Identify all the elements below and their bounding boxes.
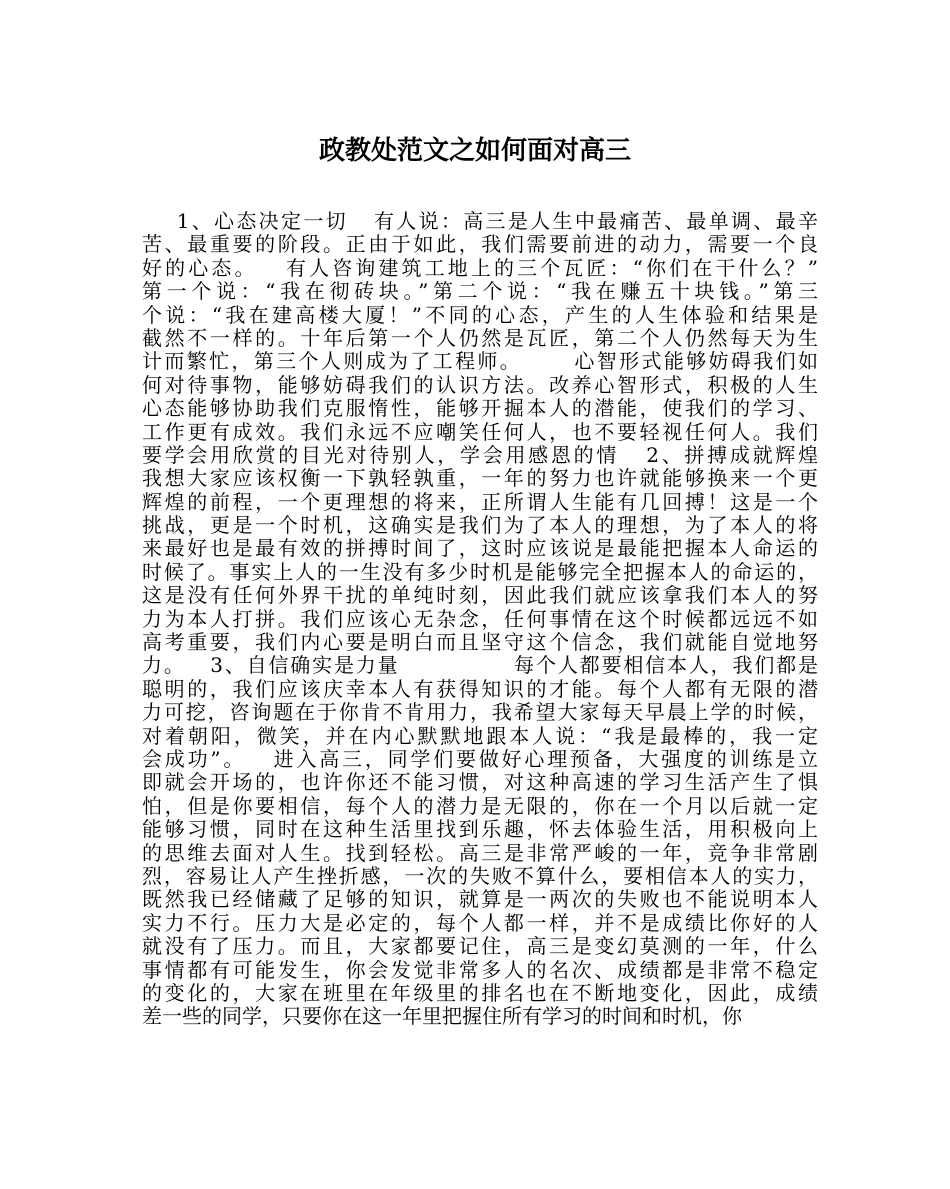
document-title: 政教处范文之如何面对高三 bbox=[318, 136, 631, 166]
body-line: 差一些的同学，只要你在这一年里把握住所有学习的时间和时机，你 bbox=[142, 1004, 742, 1029]
body-line: 实力不行。压力大是必定的，每个人都一样，并不是成绩比你好的人 bbox=[142, 910, 818, 935]
body-line: 工作更有成效。我们永远不应嘲笑任何人，也不要轻视任何人。我们 bbox=[142, 419, 818, 444]
body-line: 计而繁忙，第三个人则成为了工程师。 心智形式能够妨碍我们如 bbox=[142, 349, 818, 374]
body-line: 截然不一样的。十年后第一个人仍然是瓦匠，第二个人仍然每天为生 bbox=[142, 325, 818, 350]
body-line: 来最好也是最有效的拼搏时间了，这时应该说是最能把握本人命运的 bbox=[142, 536, 818, 561]
document-body bbox=[142, 210, 818, 1029]
body-line: 心态能够协助我们克服惰性，能够开掘本人的潜能，使我们的学习、 bbox=[142, 396, 818, 421]
body-line: 时候了。事实上人的一生没有多少时机是能够完全把握本人的命运的， bbox=[142, 559, 818, 584]
body-line: 聪明的，我们应该庆幸本人有获得知识的才能。每个人都有无限的潜 bbox=[142, 676, 818, 701]
body-line: 挑战，更是一个时机，这确实是我们为了本人的理想，为了本人的将 bbox=[142, 513, 818, 538]
body-line: 就没有了压力。而且，大家都要记住，高三是变幻莫测的一年，什么 bbox=[142, 934, 818, 959]
body-line: 苦、最重要的阶段。正由于如此，我们需要前进的动力，需要一个良 bbox=[142, 232, 818, 257]
body-line: 这是没有任何外界干扰的单纯时刻，因此我们就应该拿我们本人的努 bbox=[142, 583, 818, 608]
body-line: 既然我已经储藏了足够的知识，就算是一两次的失败也不能说明本人 bbox=[142, 887, 818, 912]
body-line: 好的心态。 有人咨询建筑工地上的三个瓦匠：“你们在干什么？” bbox=[142, 255, 818, 280]
body-line: 怕，但是你要相信，每个人的潜力是无限的，你在一个月以后就一定 bbox=[142, 793, 818, 818]
body-line: 要学会用欣赏的目光对待别人，学会用感恩的情 2、拼搏成就辉煌 bbox=[142, 442, 818, 467]
body-line: 第一个说：“我在彻砖块。”第二个说：“我在赚五十块钱。”第三 bbox=[142, 279, 818, 304]
body-line: 辉煌的前程，一个更理想的将来，正所谓人生能有几回搏！这是一个 bbox=[142, 489, 818, 514]
body-line: 力为本人打拼。我们应该心无杂念，任何事情在这个时候都远远不如 bbox=[142, 606, 818, 631]
body-line: 力。 3、自信确实是力量 每个人都要相信本人，我们都是 bbox=[142, 653, 818, 678]
body-line: 的思维去面对人生。找到轻松。高三是非常严峻的一年，竞争非常剧 bbox=[142, 840, 818, 865]
body-line: 高考重要，我们内心要是明白而且坚守这个信念，我们就能自觉地努 bbox=[142, 630, 818, 655]
body-line: 能够习惯，同时在这种生活里找到乐趣，怀去体验生活，用积极向上 bbox=[142, 817, 818, 842]
body-line: 个说：“我在建高楼大厦！”不同的心态，产生的人生体验和结果是 bbox=[142, 302, 818, 327]
body-line: 对着朝阳，微笑，并在内心默默地跟本人说：“我是最棒的，我一定 bbox=[142, 723, 818, 748]
body-line: 1、心态决定一切 有人说：高三是人生中最痛苦、最单调、最辛 bbox=[142, 209, 818, 233]
body-line: 力可挖，咨询题在于你肯不肯用力，我希望大家每天早晨上学的时候， bbox=[142, 700, 818, 725]
body-line: 会成功”。 进入高三，同学们要做好心理预备，大强度的训练是立 bbox=[142, 746, 818, 771]
body-line: 烈，容易让人产生挫折感，一次的失败不算什么，要相信本人的实力， bbox=[142, 863, 818, 888]
body-line: 我想大家应该权衡一下孰轻孰重，一年的努力也许就能够换来一个更 bbox=[142, 466, 818, 491]
body-line: 的变化的，大家在班里在年级里的排名也在不断地变化，因此，成绩 bbox=[142, 980, 818, 1005]
body-line: 即就会开场的，也许你还不能习惯，对这种高速的学习生活产生了惧 bbox=[142, 770, 818, 795]
body-line: 何对待事物，能够妨碍我们的认识方法。改养心智形式，积极的人生 bbox=[142, 372, 818, 397]
body-line: 事情都有可能发生，你会发觉非常多人的名次、成绩都是非常不稳定 bbox=[142, 957, 818, 982]
